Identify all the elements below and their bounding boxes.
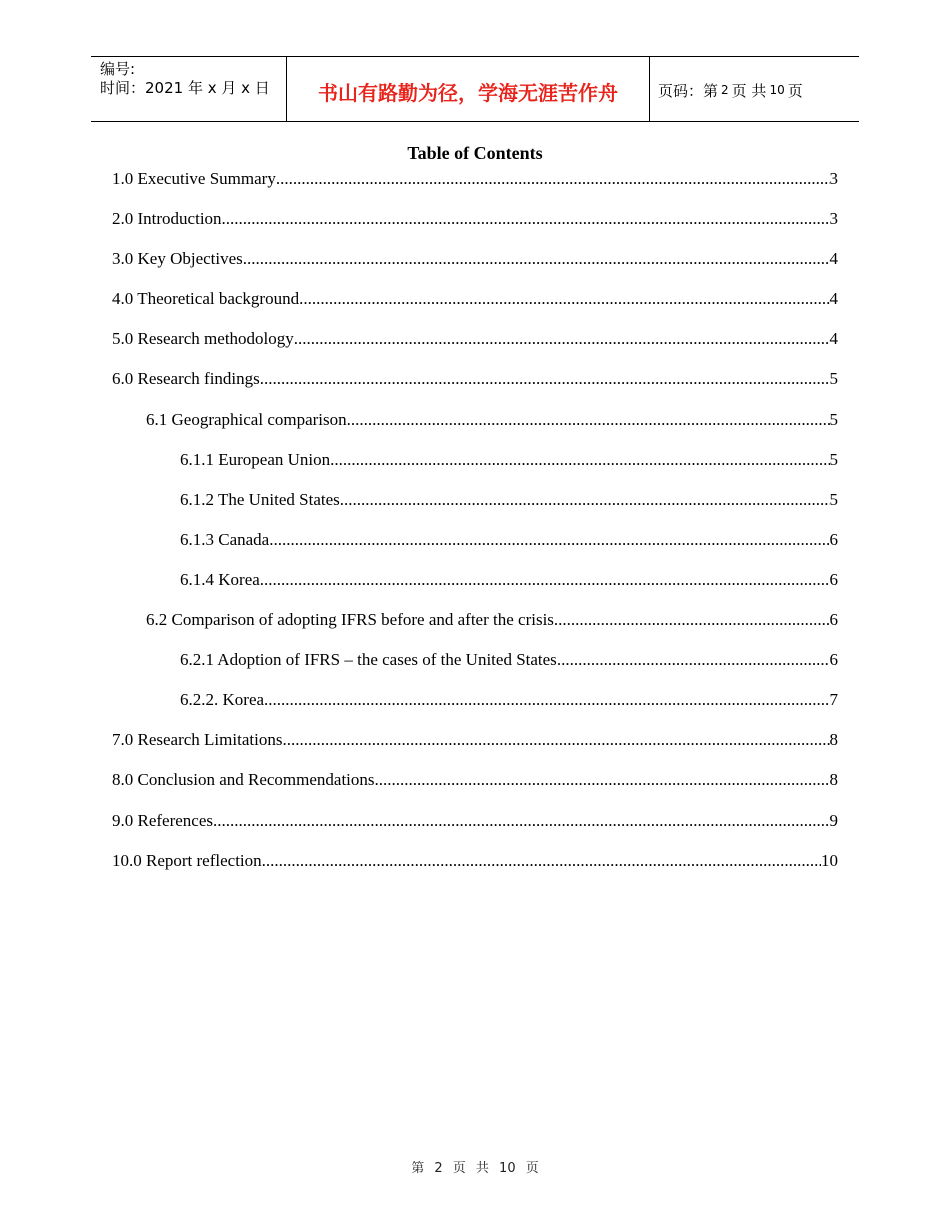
toc-entry-label: 6.1.2 The United States: [180, 489, 340, 509]
toc-entry-label: 5.0 Research methodology: [112, 329, 294, 349]
toc-entry[interactable]: [112, 367, 838, 407]
toc-leader-dots: [557, 648, 830, 672]
toc-entry[interactable]: [112, 167, 838, 207]
header-motto-cell: [287, 57, 650, 121]
toc-leader-dots: [299, 287, 829, 311]
toc-leader-dots: [554, 608, 830, 632]
header-page-total: 10: [769, 83, 785, 97]
toc-entry-page: 3: [829, 169, 838, 188]
toc-leader-dots: [282, 728, 829, 752]
toc-entry[interactable]: [112, 488, 838, 528]
toc-entry-label: 6.2 Comparison of adopting IFRS before and after the crisis: [146, 610, 554, 630]
toc-entry-page: 8: [829, 770, 838, 790]
toc-entry[interactable]: [112, 408, 838, 448]
toc-leader-dots: [294, 327, 830, 351]
header-page-current: 2: [721, 83, 729, 97]
toc-entry[interactable]: [112, 568, 838, 608]
toc-entry-page: 6: [829, 610, 838, 630]
toc-title: Table of Contents: [407, 143, 543, 163]
toc-entry-label: 9.0 References: [112, 810, 214, 830]
toc-entry[interactable]: [112, 448, 838, 488]
toc-entry-page: 8: [829, 730, 838, 750]
toc-entry[interactable]: [112, 728, 838, 768]
toc-entry-page: 6: [829, 529, 838, 549]
toc-entry[interactable]: [112, 849, 838, 889]
toc-entry[interactable]: [112, 287, 838, 327]
document-time-label: 时间：2021 年 x 月 x 日: [100, 79, 270, 97]
toc-leader-dots: [243, 247, 830, 271]
toc-leader-dots: [260, 568, 830, 592]
toc-entry[interactable]: [112, 648, 838, 688]
toc-entry-page: 5: [829, 409, 838, 429]
toc-entry-page: 6: [829, 569, 838, 589]
toc-entry-page: 3: [829, 209, 838, 229]
header-page-suffix: 页: [787, 81, 803, 100]
toc-entry[interactable]: [112, 247, 838, 287]
header-page-cell: [650, 57, 859, 121]
toc-leader-dots: [269, 528, 829, 552]
toc-entry-label: 10.0 Report reflection: [112, 850, 262, 870]
toc-entry-label: 7.0 Research Limitations: [112, 730, 283, 750]
toc-leader-dots: [375, 768, 830, 792]
toc-leader-dots: [260, 367, 830, 391]
toc-entry-label: 1.0 Executive Summary: [112, 169, 276, 188]
header-meta-cell: [91, 57, 287, 121]
toc-entry-page: 6: [829, 650, 838, 670]
toc-entry-label: 6.1.1 European Union: [180, 449, 331, 469]
document-number-label: 编号:: [100, 60, 136, 78]
header-page-mid: 页 共: [731, 81, 767, 100]
toc-entry[interactable]: [112, 608, 838, 648]
toc-entry-page: 9: [829, 810, 838, 830]
toc-entry-page: 5: [829, 369, 838, 389]
toc-entry[interactable]: [112, 809, 838, 849]
toc-entry[interactable]: [112, 327, 838, 367]
toc-entry-label: 6.1.3 Canada: [180, 529, 270, 549]
toc-entry-label: 6.1 Geographical comparison: [146, 409, 347, 429]
toc-leader-dots: [213, 809, 829, 833]
table-of-contents: [112, 167, 838, 889]
toc-entry-label: 3.0 Key Objectives: [112, 249, 243, 269]
page-header: [91, 56, 859, 122]
toc-entry-page: 5: [829, 449, 838, 469]
toc-leader-dots: [347, 408, 830, 432]
toc-entry-page: 7: [829, 690, 838, 710]
toc-entry-page: 10: [821, 850, 838, 870]
toc-entry-label: 6.2.1 Adoption of IFRS – the cases of the United States: [180, 650, 557, 670]
toc-entry-page: 4: [829, 249, 838, 269]
page-footer: 第 2 页 共 10 页: [411, 1161, 539, 1176]
toc-leader-dots: [264, 688, 829, 712]
header-page-prefix: 页码：第: [658, 81, 719, 100]
toc-entry-label: 6.0 Research findings: [112, 369, 260, 389]
toc-entry-label: 6.2.2. Korea: [180, 690, 265, 710]
toc-entry-label: 4.0 Theoretical background: [112, 289, 300, 309]
toc-leader-dots: [222, 207, 830, 231]
toc-entry[interactable]: [112, 528, 838, 568]
toc-entry-label: 6.1.4 Korea: [180, 569, 260, 589]
header-motto: 书山有路勤为径，学海无涯苦作舟: [318, 80, 618, 105]
toc-leader-dots: [340, 488, 830, 512]
toc-leader-dots: [262, 849, 821, 873]
toc-entry[interactable]: [112, 207, 838, 247]
toc-entry-label: 2.0 Introduction: [112, 209, 222, 229]
toc-entry-page: 4: [829, 289, 838, 309]
toc-entry-page: 4: [829, 329, 838, 349]
toc-leader-dots: [276, 167, 830, 191]
toc-entry[interactable]: [112, 768, 838, 808]
toc-entry[interactable]: [112, 688, 838, 728]
toc-entry-label: 8.0 Conclusion and Recommendations: [112, 770, 375, 790]
toc-entry-page: 5: [829, 489, 838, 509]
toc-leader-dots: [330, 448, 829, 472]
